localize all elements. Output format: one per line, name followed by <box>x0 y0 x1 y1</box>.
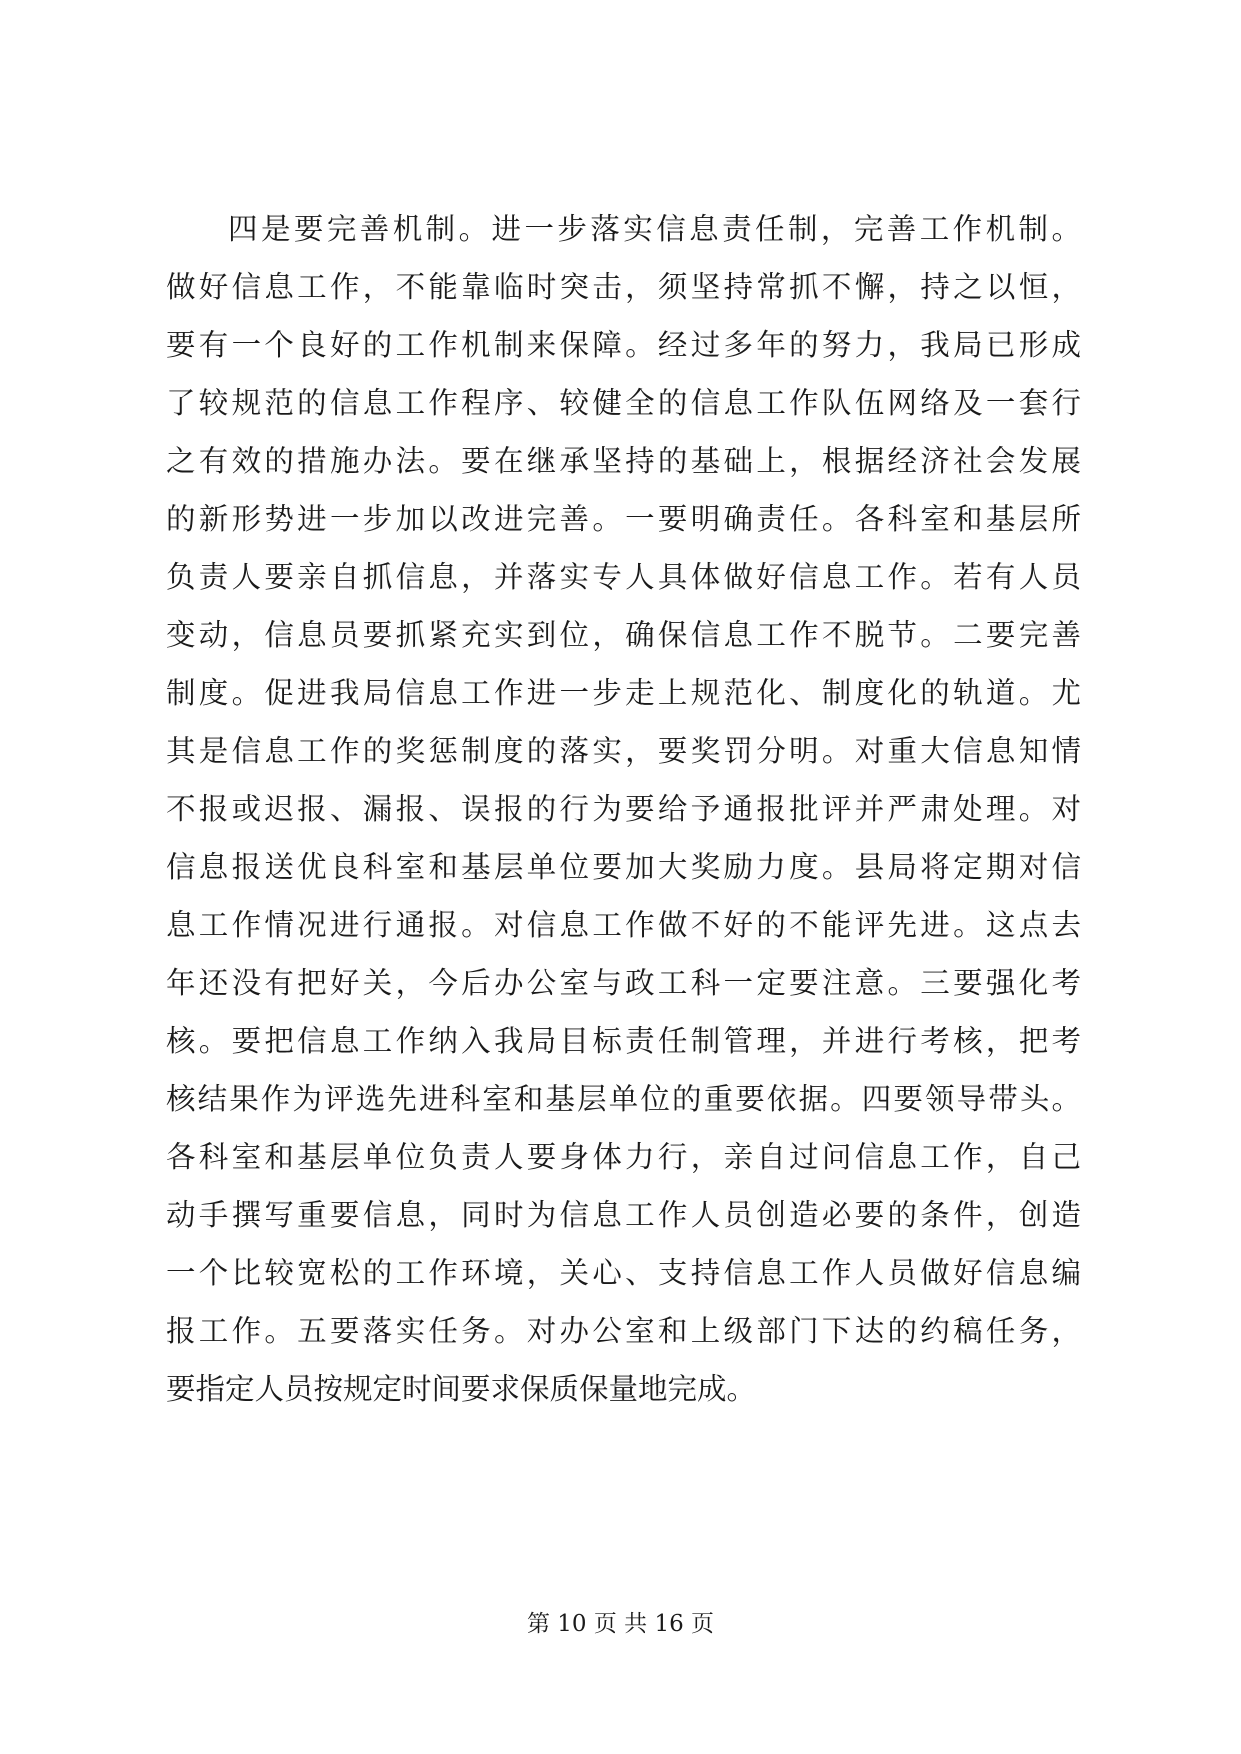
text-line: 做好信息工作，不能靠临时突击，须坚持常抓不懈，持之以恒， <box>166 270 1081 304</box>
text-line: 了较规范的信息工作程序、较健全的信息工作队伍网络及一套行 <box>166 386 1081 420</box>
text-line: 要指定人员按规定时间要求保质保量地完成。 <box>166 1372 757 1406</box>
text-line: 之有效的措施办法。要在继承坚持的基础上，根据经济社会发展 <box>166 444 1081 478</box>
text-line: 年还没有把好关，今后办公室与政工科一定要注意。三要强化考 <box>166 966 1081 1000</box>
text-line: 信息报送优良科室和基层单位要加大奖励力度。县局将定期对信 <box>166 850 1081 884</box>
text-line: 各科室和基层单位负责人要身体力行，亲自过问信息工作，自己 <box>166 1140 1081 1174</box>
text-line: 制度。促进我局信息工作进一步走上规范化、制度化的轨道。尤 <box>166 676 1081 710</box>
text-line: 动手撰写重要信息，同时为信息工作人员创造必要的条件，创造 <box>166 1198 1081 1232</box>
body-paragraph <box>166 200 1081 1418</box>
text-line: 变动，信息员要抓紧充实到位，确保信息工作不脱节。二要完善 <box>166 618 1081 652</box>
text-line: 的新形势进一步加以改进完善。一要明确责任。各科室和基层所 <box>166 502 1081 536</box>
text-line: 要有一个良好的工作机制来保障。经过多年的努力，我局已形成 <box>166 328 1081 362</box>
text-line: 核结果作为评选先进科室和基层单位的重要依据。四要领导带头。 <box>166 1082 1081 1116</box>
text-line: 息工作情况进行通报。对信息工作做不好的不能评先进。这点去 <box>166 908 1081 942</box>
text-line: 负责人要亲自抓信息，并落实专人具体做好信息工作。若有人员 <box>166 560 1081 594</box>
text-line: 一个比较宽松的工作环境，关心、支持信息工作人员做好信息编 <box>166 1256 1081 1290</box>
text-line: 报工作。五要落实任务。对办公室和上级部门下达的约稿任务， <box>166 1314 1081 1348</box>
text-line: 核。要把信息工作纳入我局目标责任制管理，并进行考核，把考 <box>166 1024 1081 1058</box>
text-line: 四是要完善机制。进一步落实信息责任制，完善工作机制。 <box>228 212 1081 246</box>
text-line: 不报或迟报、漏报、误报的行为要给予通报批评并严肃处理。对 <box>166 792 1081 826</box>
page-number-footer: 第 10 页 共 16 页 <box>526 1611 715 1637</box>
text-line: 其是信息工作的奖惩制度的落实，要奖罚分明。对重大信息知情 <box>166 734 1081 768</box>
